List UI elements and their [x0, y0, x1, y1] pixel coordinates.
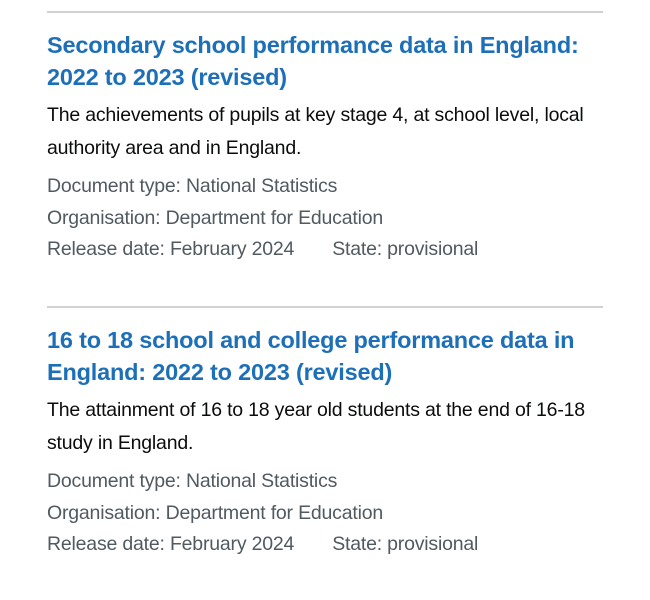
- result-metadata: [47, 171, 603, 266]
- organisation: Organisation: Department for Education: [47, 501, 384, 524]
- state: State: provisional: [332, 238, 479, 260]
- organisation: Organisation: Department for Education: [47, 206, 384, 229]
- result-description: The achievements of pupils at key stage 4, at school level, local authority area and in England.: [47, 104, 584, 159]
- release-state-row: [47, 529, 603, 561]
- document-type: Document type: National Statistics: [47, 470, 338, 492]
- result-description: The attainment of 16 to 18 year old students at the end of 16-18 study in England.: [47, 399, 585, 454]
- release-date: Release date: February 2024: [47, 238, 295, 260]
- result-metadata: [47, 466, 603, 561]
- search-result-item: [47, 306, 603, 585]
- result-title-link[interactable]: 16 to 18 school and college performance data in England: 2022 to 2023 (revised): [47, 327, 575, 385]
- state: State: provisional: [332, 533, 479, 555]
- release-date: Release date: February 2024: [47, 533, 295, 555]
- search-result-item: [47, 11, 603, 290]
- document-type: Document type: National Statistics: [47, 175, 338, 197]
- search-results-list: [47, 0, 603, 585]
- result-title-link[interactable]: Secondary school performance data in England: 2022 to 2023 (revised): [47, 32, 579, 90]
- release-state-row: [47, 234, 603, 266]
